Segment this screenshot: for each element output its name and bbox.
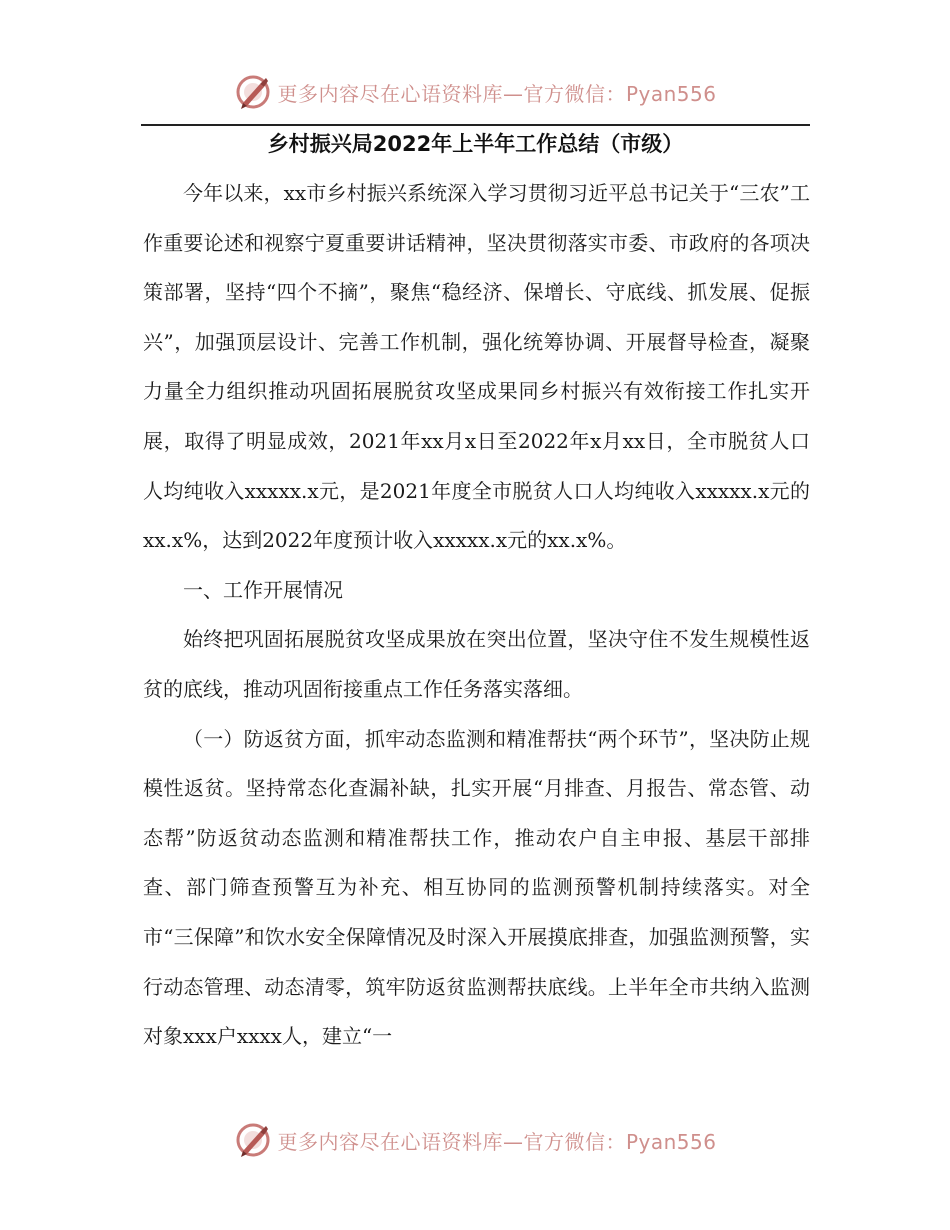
pen-circle-icon — [233, 72, 273, 112]
section-heading: 一、工作开展情况 — [183, 577, 343, 602]
watermark-text: 更多内容尽在心语资料库—官方微信：Pyan556 — [277, 1129, 717, 1154]
header-watermark-banner — [0, 67, 950, 117]
header-rule — [141, 124, 810, 126]
watermark-text: 更多内容尽在心语资料库—官方微信：Pyan556 — [277, 81, 717, 106]
subsection-paragraph: （一）防返贫方面，抓牢动态监测和精准帮扶“两个环节”，坚决防止规模性返贫。坚持常态化查漏补缺，扎实开展“月排查、月报告、常态管、动态帮”防返贫动态监测和精准帮扶工作，推动农户自主申报、基层干部排查、部门筛查预警互为补充、相互协同的监测预警机制持续落实。对全市“三保障”和饮水安全保障情况及时深入开展摸底排查，加强监测预警，实行动态管理、动态清零，筑牢防返贫监测帮扶底线。上半年全市共纳入监测对象xxx户xxxx人，建立“一 — [143, 726, 810, 1049]
document-body — [143, 169, 810, 1062]
section-intro-paragraph: 始终把巩固拓展脱贫攻坚成果放在突出位置，坚决守住不发生规模性返贫的底线，推动巩固衔接重点工作任务落实落细。 — [143, 627, 810, 701]
document-title: 乡村振兴局2022年上半年工作总结（市级） — [267, 132, 684, 156]
footer-watermark-banner — [0, 1115, 950, 1165]
intro-paragraph: 今年以来，xx市乡村振兴系统深入学习贯彻习近平总书记关于“三农”工作重要论述和视察宁夏重要讲话精神，坚决贯彻落实市委、市政府的各项决策部署，坚持“四个不摘”，聚焦“稳经济、保增长、守底线、抓发展、促振兴”，加强顶层设计、完善工作机制，强化统筹协调、开展督导检查，凝聚力量全力组织推动巩固拓展脱贫攻坚成果同乡村振兴有效衔接工作扎实开展，取得了明显成效，2021年xx月x日至2022年x月xx日，全市脱贫人口人均纯收入xxxxx.x元，是2021年度全市脱贫人口人均纯收入xxxxx.x元的xx.x%，达到2022年度预计收入xxxxx.x元的xx.x%。 — [143, 181, 810, 553]
pen-circle-icon — [233, 1120, 273, 1160]
